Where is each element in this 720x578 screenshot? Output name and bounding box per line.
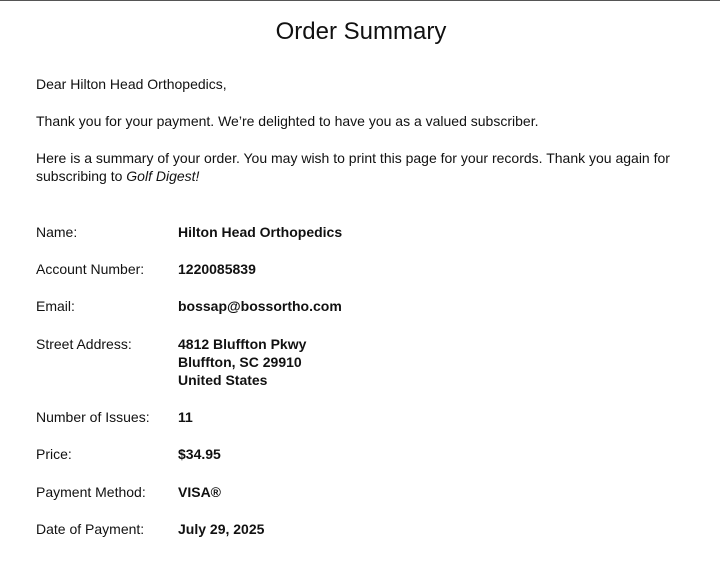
- date-of-payment-value: July 29, 2025: [178, 521, 265, 537]
- street-address-label: Street Address:: [36, 336, 132, 352]
- email-label: Email:: [36, 298, 75, 314]
- top-border: [0, 0, 720, 1]
- number-of-issues-value: 11: [178, 409, 193, 425]
- email-value: bossap@bossortho.com: [178, 298, 342, 314]
- account-number-value: 1220085839: [178, 261, 256, 277]
- greeting-text: Dear Hilton Head Orthopedics,: [36, 76, 227, 92]
- payment-method-value: VISA®: [178, 484, 221, 500]
- summary-text-body: Here is a summary of your order. You may wish to print this page for your records. Thank you again for subscribing to: [36, 150, 670, 184]
- address-line-2: Bluffton, SC 29910: [178, 354, 302, 370]
- magazine-name: Golf Digest!: [126, 168, 200, 184]
- address-country: United States: [178, 372, 268, 388]
- date-of-payment-label: Date of Payment:: [36, 521, 145, 537]
- number-of-issues-label: Number of Issues:: [36, 409, 150, 425]
- address-line-1: 4812 Bluffton Pkwy: [178, 336, 307, 352]
- price-value: $34.95: [178, 446, 221, 462]
- thank-you-text: Thank you for your payment. We’re delighted to have you as a valued subscriber.: [36, 113, 539, 129]
- account-number-label: Account Number:: [36, 261, 145, 277]
- street-address-value: [178, 335, 306, 389]
- name-value: Hilton Head Orthopedics: [178, 224, 343, 240]
- page-title: Order Summary: [275, 18, 447, 45]
- payment-method-label: Payment Method:: [36, 484, 146, 500]
- summary-text: [36, 149, 681, 185]
- name-label: Name:: [36, 224, 78, 240]
- price-label: Price:: [36, 446, 72, 462]
